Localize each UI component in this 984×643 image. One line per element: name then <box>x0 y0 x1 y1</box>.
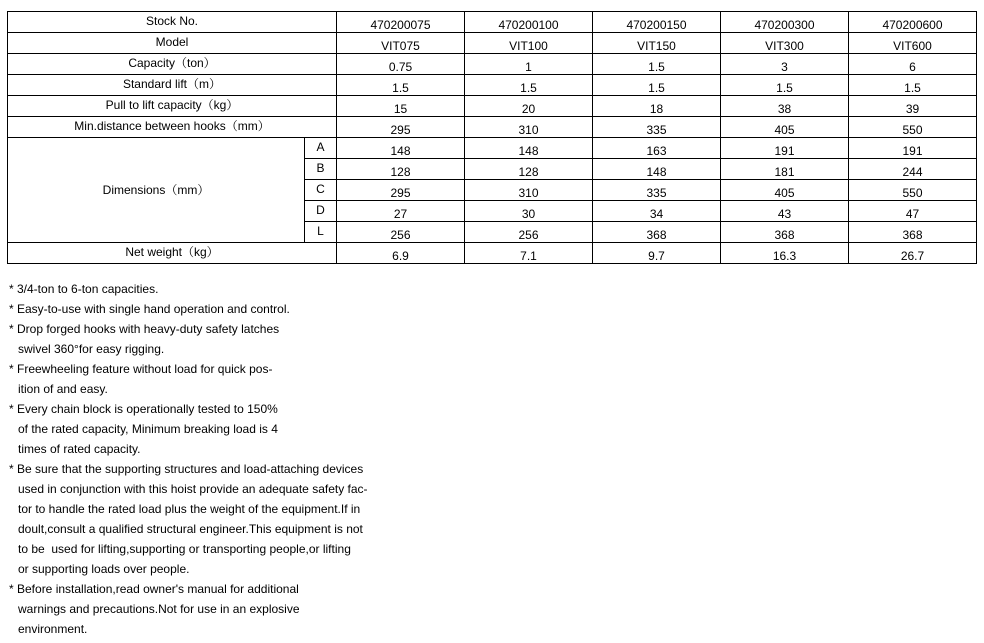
table-cell: 295 <box>337 180 465 201</box>
note-line: tor to handle the rated load plus the weight of the equipment.If in <box>18 502 361 516</box>
table-cell: 335 <box>593 117 721 138</box>
table-cell: 368 <box>721 222 849 243</box>
table-cell: 30 <box>465 201 593 222</box>
table-cell: 1.5 <box>593 54 721 75</box>
table-cell: 27 <box>337 201 465 222</box>
note-line: * Before installation,read owner's manual for additional <box>9 582 299 596</box>
feature-notes <box>9 281 368 641</box>
dimension-key: L <box>305 222 337 243</box>
note-line: * 3/4-ton to 6-ton capacities. <box>9 282 159 296</box>
stock-number: 470200100 <box>465 12 593 33</box>
table-cell: 310 <box>465 180 593 201</box>
note-line: times of rated capacity. <box>18 442 141 456</box>
table-cell: 9.7 <box>593 243 721 264</box>
table-cell: 39 <box>849 96 977 117</box>
table-cell: 18 <box>593 96 721 117</box>
table-cell: 181 <box>721 159 849 180</box>
table-cell: 368 <box>849 222 977 243</box>
table-cell: 26.7 <box>849 243 977 264</box>
table-row <box>8 138 977 159</box>
stock-number: 470200150 <box>593 12 721 33</box>
spec-table <box>7 11 977 264</box>
table-cell: 335 <box>593 180 721 201</box>
table-cell: 148 <box>337 138 465 159</box>
table-cell: 1.5 <box>337 75 465 96</box>
note-line: * Drop forged hooks with heavy-duty safety latches <box>9 322 280 336</box>
dimension-key: A <box>305 138 337 159</box>
table-cell: VIT600 <box>849 33 977 54</box>
table-row <box>8 243 977 264</box>
row-label: Standard lift（m） <box>8 75 337 96</box>
table-row <box>8 96 977 117</box>
table-cell: 368 <box>593 222 721 243</box>
table-cell: 148 <box>593 159 721 180</box>
table-cell: 148 <box>465 138 593 159</box>
table-cell: 191 <box>849 138 977 159</box>
row-label: Model <box>8 33 337 54</box>
table-row <box>8 75 977 96</box>
stock-number: 470200075 <box>337 12 465 33</box>
table-cell: 7.1 <box>465 243 593 264</box>
table-cell: 15 <box>337 96 465 117</box>
table-cell: 6.9 <box>337 243 465 264</box>
table-cell: 405 <box>721 117 849 138</box>
row-label: Capacity（ton） <box>8 54 337 75</box>
table-cell: 405 <box>721 180 849 201</box>
row-label: Stock No. <box>8 12 337 33</box>
table-cell: 550 <box>849 180 977 201</box>
table-cell: 34 <box>593 201 721 222</box>
dimension-key: C <box>305 180 337 201</box>
table-cell: VIT150 <box>593 33 721 54</box>
note-line: used in conjunction with this hoist provide an adequate safety fac- <box>18 482 368 496</box>
note-line: * Easy-to-use with single hand operation and control. <box>9 302 290 316</box>
row-label: Net weight（kg） <box>8 243 337 264</box>
table-cell: 128 <box>337 159 465 180</box>
table-row <box>8 12 977 33</box>
table-cell: 38 <box>721 96 849 117</box>
note-line: swivel 360°for easy rigging. <box>18 342 165 356</box>
table-cell: 1.5 <box>849 75 977 96</box>
row-label: Min.distance between hooks（mm） <box>8 117 337 138</box>
note-line: of the rated capacity, Minimum breaking load is 4 <box>18 422 278 436</box>
table-cell: 244 <box>849 159 977 180</box>
table-row <box>8 54 977 75</box>
table-cell: VIT100 <box>465 33 593 54</box>
note-line: * Every chain block is operationally tested to 150% <box>9 402 278 416</box>
table-row <box>8 33 977 54</box>
table-cell: 47 <box>849 201 977 222</box>
table-cell: 6 <box>849 54 977 75</box>
note-line: to be used for lifting,supporting or transporting people,or lifting <box>18 542 351 556</box>
note-line: * Freewheeling feature without load for quick pos- <box>9 362 273 376</box>
note-line: ition of and easy. <box>18 382 108 396</box>
table-cell: 1 <box>465 54 593 75</box>
dimensions-label: Dimensions（mm） <box>8 138 305 243</box>
row-label: Pull to lift capacity（kg） <box>8 96 337 117</box>
dimension-key: B <box>305 159 337 180</box>
table-cell: 1.5 <box>593 75 721 96</box>
stock-number: 470200600 <box>849 12 977 33</box>
table-cell: 256 <box>465 222 593 243</box>
table-cell: 3 <box>721 54 849 75</box>
table-cell: 310 <box>465 117 593 138</box>
note-line: warnings and precautions.Not for use in an explosive <box>18 602 300 616</box>
dimension-key: D <box>305 201 337 222</box>
note-line: or supporting loads over people. <box>18 562 190 576</box>
table-cell: 256 <box>337 222 465 243</box>
table-cell: 20 <box>465 96 593 117</box>
table-cell: 0.75 <box>337 54 465 75</box>
table-cell: 163 <box>593 138 721 159</box>
table-cell: 16.3 <box>721 243 849 264</box>
table-cell: 1.5 <box>721 75 849 96</box>
table-cell: 43 <box>721 201 849 222</box>
table-cell: 550 <box>849 117 977 138</box>
note-line: * Be sure that the supporting structures and load-attaching devices <box>9 462 364 476</box>
table-cell: 128 <box>465 159 593 180</box>
table-cell: 1.5 <box>465 75 593 96</box>
table-cell: VIT300 <box>721 33 849 54</box>
table-cell: 295 <box>337 117 465 138</box>
stock-number: 470200300 <box>721 12 849 33</box>
table-cell: VIT075 <box>337 33 465 54</box>
table-row <box>8 117 977 138</box>
note-line: doult,consult a qualified structural engineer.This equipment is not <box>18 522 363 536</box>
table-cell: 191 <box>721 138 849 159</box>
note-line: environment. <box>18 622 88 636</box>
